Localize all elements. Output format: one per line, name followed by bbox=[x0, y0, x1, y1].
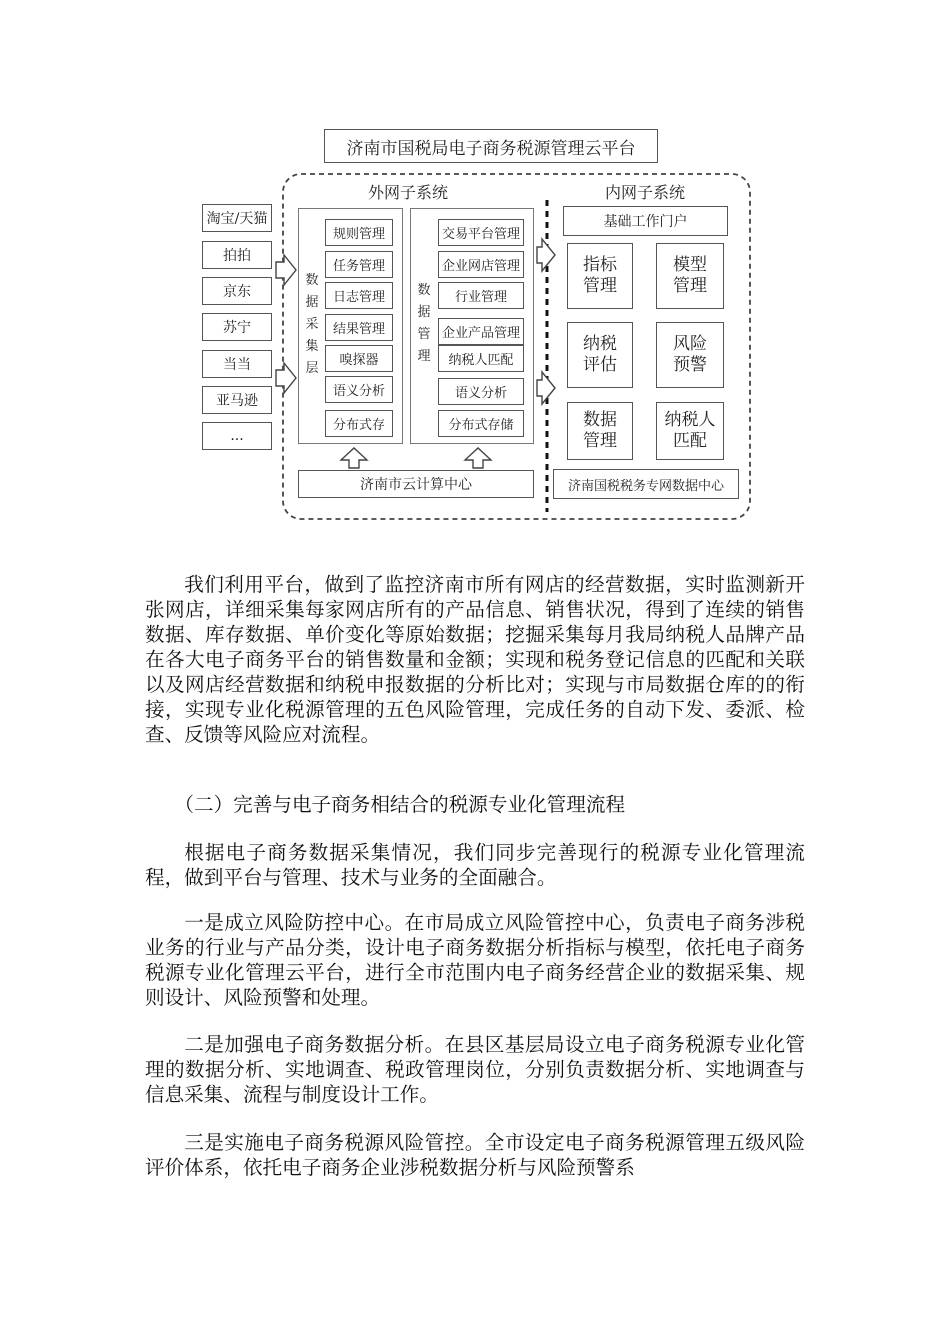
inner-module: 模型 管理 bbox=[656, 243, 724, 309]
collect-item: 结果管理 bbox=[325, 314, 393, 341]
inner-module: 纳税人 匹配 bbox=[656, 402, 724, 460]
manage-item: 行业管理 bbox=[438, 282, 524, 309]
source-item: ... bbox=[202, 422, 272, 450]
inner-subsystem-title: 内网子系统 bbox=[605, 183, 686, 202]
source-item: 当当 bbox=[202, 350, 272, 378]
manage-item: 企业产品管理 bbox=[438, 318, 524, 345]
outer-subsystem-title: 外网子系统 bbox=[368, 183, 449, 202]
collect-item: 分布式存 bbox=[325, 410, 393, 437]
collect-layer-label: 数据采集层 bbox=[305, 273, 319, 376]
manage-item: 企业网店管理 bbox=[438, 251, 524, 278]
collect-item: 任务管理 bbox=[325, 251, 393, 278]
diagram-title: 济南市国税局电子商务税源管理云平台 bbox=[324, 129, 658, 163]
source-item: 京东 bbox=[202, 277, 272, 305]
manage-item: 纳税人匹配 bbox=[438, 345, 524, 372]
source-item: 淘宝/天猫 bbox=[202, 204, 272, 232]
manage-layer-label: 数据管理 bbox=[417, 283, 431, 364]
source-item: 亚马逊 bbox=[202, 386, 272, 414]
paragraph-4: 二是加强电子商务数据分析。在县区基层局设立电子商务税源专业化管理的数据分析、实地调查、税政管理岗位，分别负责数据分析、实地调查与信息采集、流程与制度设计工作。 bbox=[145, 1033, 805, 1106]
collect-item: 嗅探器 bbox=[325, 345, 393, 372]
collect-item: 语义分析 bbox=[325, 376, 393, 403]
inner-module: 风险 预警 bbox=[656, 322, 724, 388]
collect-item: 日志管理 bbox=[325, 282, 393, 309]
collect-item: 规则管理 bbox=[325, 219, 393, 246]
cloud-center: 济南市云计算中心 bbox=[298, 470, 534, 498]
paragraph-2: 根据电子商务数据采集情况，我们同步完善现行的税源专业化管理流程，做到平台与管理、技术与业务的全面融合。 bbox=[145, 841, 805, 889]
source-item: 拍拍 bbox=[202, 241, 272, 269]
tax-data-center: 济南国税税务专网数据中心 bbox=[553, 469, 739, 499]
manage-item: 语义分析 bbox=[438, 378, 524, 405]
paragraph-5: 三是实施电子商务税源风险管控。全市设定电子商务税源管理五级风险评价体系，依托电子商务企业涉税数据分析与风险预警系 bbox=[145, 1131, 805, 1179]
paragraph-1: 我们利用平台，做到了监控济南市所有网店的经营数据，实时监测新开张网店，详细采集每家网店所有的产品信息、销售状况，得到了连续的销售数据、库存数据、单价变化等原始数据；挖掘采集每月我局纳税人品牌产品在各大电子商务平台的销售数量和金额；实现和税务登记信息的匹配和关联以及网店经营数据和纳税申报数据的分析比对；实现与市局数据仓库的的衔接，实现专业化税源管理的五色风险管理，完成任务的自动下发、委派、检查、反馈等风险应对流程。 bbox=[145, 573, 805, 746]
source-item: 苏宁 bbox=[202, 313, 272, 341]
portal: 基础工作门户 bbox=[563, 206, 728, 236]
inner-module: 指标 管理 bbox=[567, 243, 633, 309]
paragraph-3: 一是成立风险防控中心。在市局成立风险管控中心，负责电子商务涉税业务的行业与产品分类，设计电子商务数据分析指标与模型，依托电子商务税源专业化管理云平台，进行全市范围内电子商务经营企业的数据采集、规则设计、风险预警和处理。 bbox=[145, 911, 805, 1009]
inner-module: 纳税 评估 bbox=[567, 322, 633, 388]
inner-module: 数据 管理 bbox=[567, 402, 633, 460]
manage-item: 分布式存储 bbox=[438, 410, 524, 437]
manage-item: 交易平台管理 bbox=[438, 219, 524, 246]
section-heading: （二）完善与电子商务相结合的税源专业化管理流程 bbox=[174, 793, 626, 816]
